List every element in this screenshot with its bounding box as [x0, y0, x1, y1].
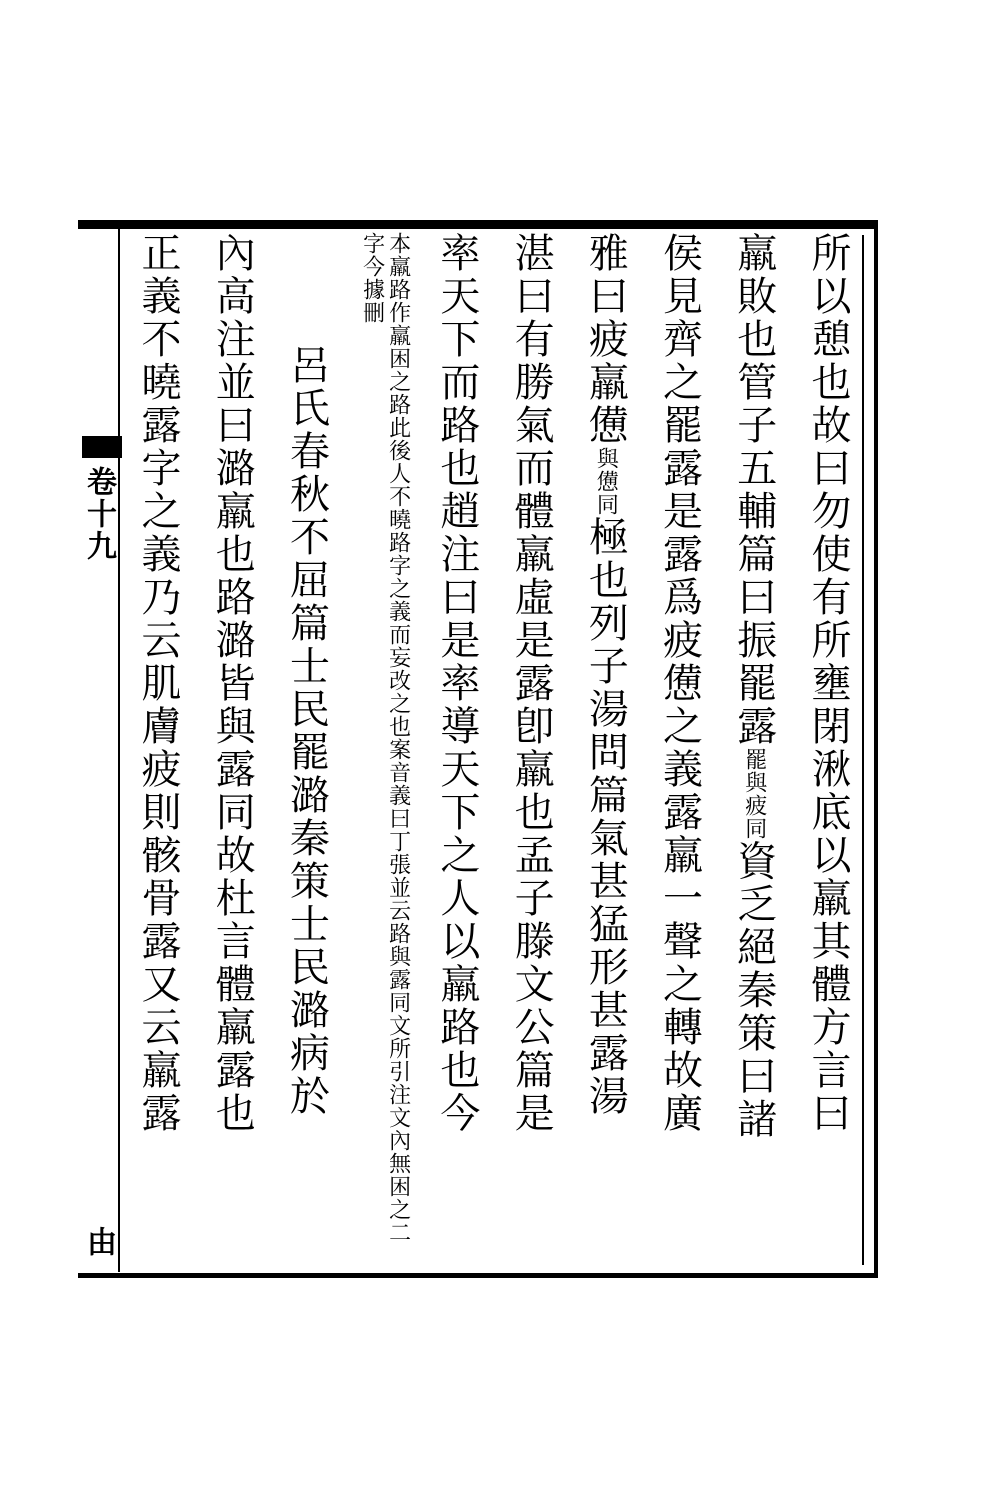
text-column-6	[427, 232, 485, 1262]
text-column-9	[202, 232, 260, 1262]
text-columns	[122, 232, 862, 1262]
text-column-3	[650, 232, 708, 1262]
column-main-text: 率天下而路也趙注曰是率導天下之人以羸路也今	[433, 232, 480, 1135]
text-column-7-annotation	[351, 232, 411, 1262]
column-annotation: 罷與疲同	[741, 748, 767, 840]
column-main-text: 湛曰有勝氣而體羸虛是露卽羸也孟子滕文公篇是	[508, 232, 555, 1135]
column-main-text: 內高注並曰潞羸也路潞皆與露同故杜言體羸露也	[209, 232, 256, 1135]
frame-inner-rule	[862, 235, 864, 1265]
column-main-text: 呂氏春秋不屈篇士民罷潞秦策士民潞病於	[283, 344, 330, 1118]
column-main-text: 羸敗也管子五輔篇曰振罷露	[730, 232, 777, 748]
column-main-text: 正義不曉露字之義乃云肌膚疲則骸骨露又云羸露	[135, 232, 181, 1135]
column-annotation: 本羸路作羸困之路此後人不曉路字之義而妄改之也案音義曰丁張並云路與露同文所引注文內無困之二字今據刪	[359, 232, 411, 1244]
text-column-5	[501, 232, 559, 1262]
column-main-text: 所以憩也故曰勿使有所壅閉湫底以羸其體方言曰	[804, 232, 851, 1135]
text-column-1	[798, 232, 856, 1262]
column-main-text: 侯見齊之罷露是露爲疲憊之義露羸一聲之轉故廣	[656, 232, 703, 1135]
page-spine	[78, 226, 122, 1272]
column-main-text-continued: 資乏絕秦策曰諸	[730, 840, 777, 1141]
column-main-text-continued: 極也列子湯問篇氣甚猛形甚露湯	[582, 516, 629, 1118]
text-column-8	[276, 232, 334, 1374]
fish-tail-mark	[82, 436, 122, 458]
column-annotation: 與憊同	[593, 447, 619, 516]
spine-rule	[118, 226, 120, 1272]
text-column-4	[575, 232, 633, 1262]
text-column-10	[128, 232, 186, 1262]
spine-leaf-marker: 由	[81, 1226, 116, 1256]
column-main-text: 雅曰疲羸憊	[582, 232, 629, 447]
text-column-2	[724, 232, 782, 1262]
spine-volume-title: 卷十九	[81, 466, 116, 562]
